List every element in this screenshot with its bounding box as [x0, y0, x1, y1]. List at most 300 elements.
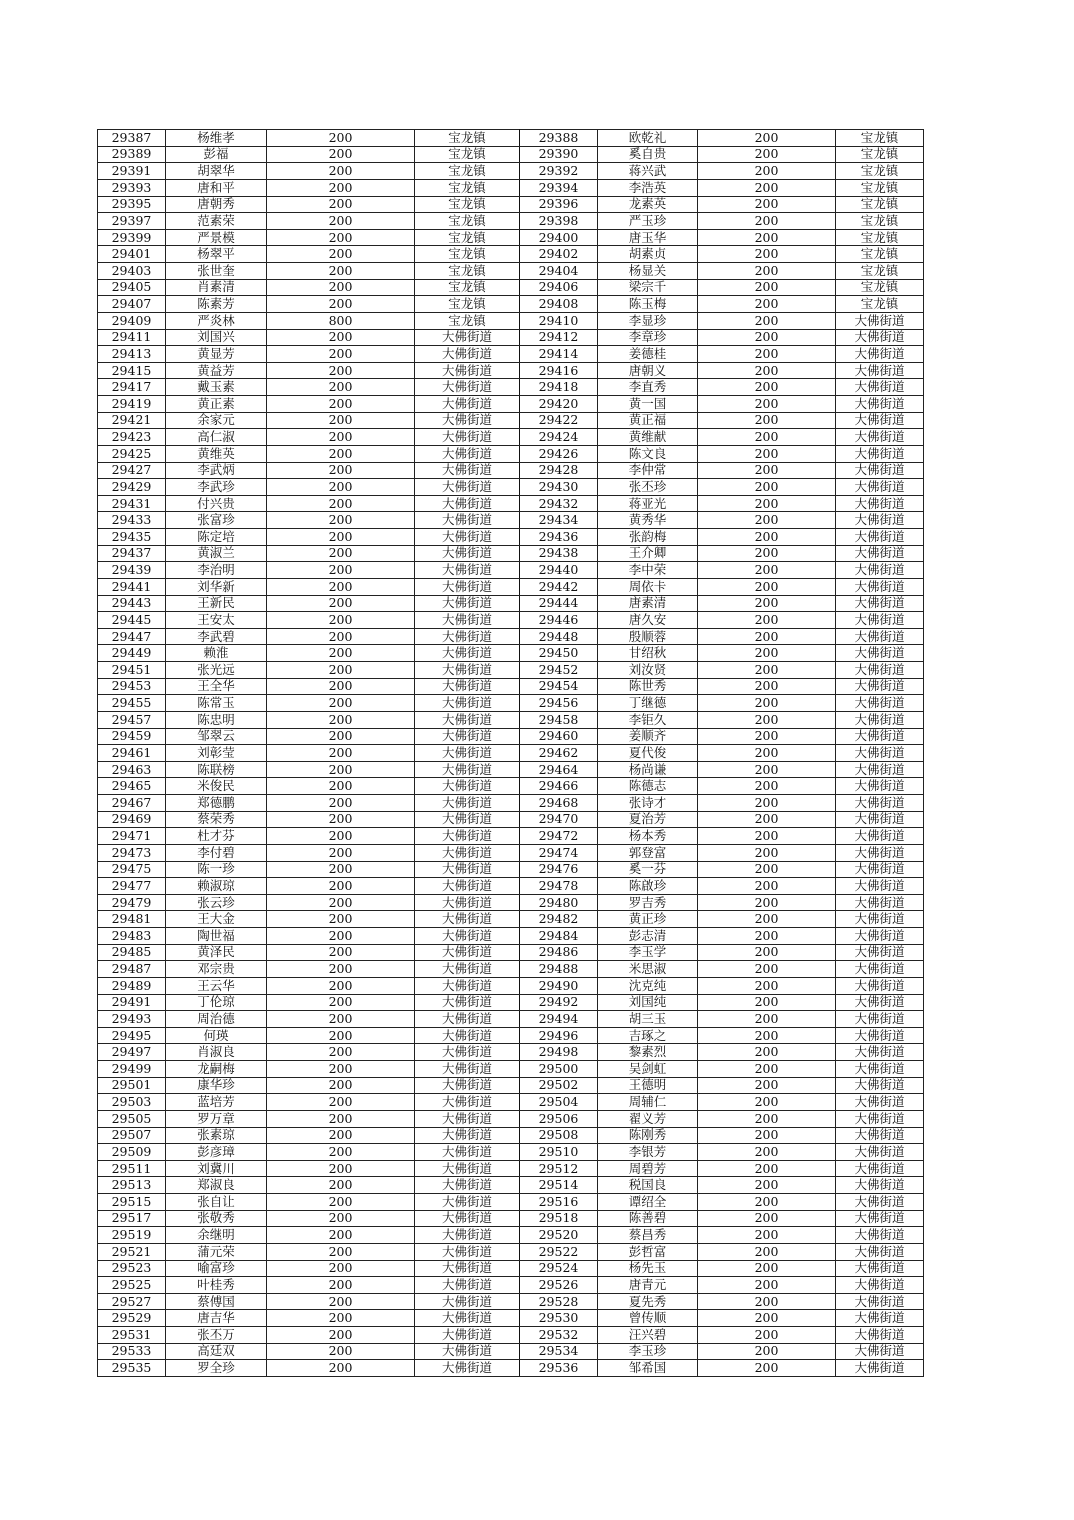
amount-cell: 200: [698, 296, 836, 313]
amount-cell: 200: [698, 1160, 836, 1177]
amount-cell: 200: [267, 761, 415, 778]
table-row: [98, 562, 924, 579]
id-cell: 29530: [520, 1310, 598, 1327]
id-cell: 29458: [520, 711, 598, 728]
name-cell: 欧乾礼: [598, 130, 698, 147]
name-cell: 黎素烈: [598, 1044, 698, 1061]
location-cell: 大佛街道: [836, 512, 924, 529]
table-row: [98, 1310, 924, 1327]
amount-cell: 200: [698, 1343, 836, 1360]
name-cell: 龙素英: [598, 196, 698, 213]
location-cell: 宝龙镇: [415, 196, 520, 213]
location-cell: 大佛街道: [836, 645, 924, 662]
table-row: [98, 412, 924, 429]
amount-cell: 200: [698, 628, 836, 645]
amount-cell: 200: [267, 495, 415, 512]
amount-cell: 200: [267, 695, 415, 712]
name-cell: 刘国兴: [166, 329, 267, 346]
id-cell: 29485: [98, 944, 166, 961]
name-cell: 高仁淑: [166, 429, 267, 446]
name-cell: 刘彰莹: [166, 745, 267, 762]
location-cell: 大佛街道: [415, 329, 520, 346]
amount-cell: 200: [267, 1127, 415, 1144]
name-cell: 唐朝义: [598, 362, 698, 379]
table-row: [98, 146, 924, 163]
table-row: [98, 1094, 924, 1111]
location-cell: 大佛街道: [836, 562, 924, 579]
name-cell: 李银芳: [598, 1144, 698, 1161]
amount-cell: 200: [267, 595, 415, 612]
location-cell: 大佛街道: [415, 1260, 520, 1277]
name-cell: 夏治芳: [598, 811, 698, 828]
name-cell: 杨翠平: [166, 246, 267, 263]
amount-cell: 200: [267, 662, 415, 679]
amount-cell: 200: [267, 578, 415, 595]
name-cell: 彭哲富: [598, 1243, 698, 1260]
name-cell: 陈德志: [598, 778, 698, 795]
id-cell: 29450: [520, 645, 598, 662]
table-row: [98, 130, 924, 147]
id-cell: 29535: [98, 1360, 166, 1377]
id-cell: 29460: [520, 728, 598, 745]
amount-cell: 200: [267, 396, 415, 413]
amount-cell: 200: [698, 130, 836, 147]
location-cell: 大佛街道: [415, 944, 520, 961]
id-cell: 29472: [520, 828, 598, 845]
location-cell: 大佛街道: [836, 711, 924, 728]
amount-cell: 200: [267, 1260, 415, 1277]
table-row: [98, 961, 924, 978]
table-row: [98, 1227, 924, 1244]
id-cell: 29391: [98, 163, 166, 180]
amount-cell: 200: [698, 1144, 836, 1161]
location-cell: 大佛街道: [415, 678, 520, 695]
id-cell: 29474: [520, 844, 598, 861]
location-cell: 大佛街道: [836, 911, 924, 928]
name-cell: 黄正福: [598, 412, 698, 429]
amount-cell: 200: [267, 1327, 415, 1344]
amount-cell: 200: [267, 1011, 415, 1028]
amount-cell: 200: [267, 1144, 415, 1161]
location-cell: 大佛街道: [836, 1094, 924, 1111]
amount-cell: 200: [267, 1094, 415, 1111]
location-cell: 大佛街道: [836, 445, 924, 462]
id-cell: 29453: [98, 678, 166, 695]
id-cell: 29442: [520, 578, 598, 595]
amount-cell: 200: [698, 595, 836, 612]
name-cell: 陈玉梅: [598, 296, 698, 313]
amount-cell: 200: [267, 1077, 415, 1094]
name-cell: 曾传顺: [598, 1310, 698, 1327]
id-cell: 29500: [520, 1061, 598, 1078]
id-cell: 29504: [520, 1094, 598, 1111]
amount-cell: 200: [267, 828, 415, 845]
id-cell: 29427: [98, 462, 166, 479]
name-cell: 王云华: [166, 977, 267, 994]
table-row: [98, 878, 924, 895]
name-cell: 吴剑虹: [598, 1061, 698, 1078]
amount-cell: 200: [267, 179, 415, 196]
location-cell: 大佛街道: [836, 346, 924, 363]
location-cell: 大佛街道: [836, 1210, 924, 1227]
table-row: [98, 1061, 924, 1078]
location-cell: 大佛街道: [415, 878, 520, 895]
name-cell: 郑淑良: [166, 1177, 267, 1194]
table-row: [98, 246, 924, 263]
id-cell: 29393: [98, 179, 166, 196]
amount-cell: 200: [267, 462, 415, 479]
location-cell: 大佛街道: [415, 1044, 520, 1061]
name-cell: 戴玉素: [166, 379, 267, 396]
id-cell: 29451: [98, 662, 166, 679]
location-cell: 大佛街道: [415, 495, 520, 512]
location-cell: 大佛街道: [836, 1277, 924, 1294]
table-row: [98, 1243, 924, 1260]
name-cell: 严炎林: [166, 312, 267, 329]
amount-cell: 200: [698, 1243, 836, 1260]
name-cell: 陈一珍: [166, 861, 267, 878]
amount-cell: 200: [267, 279, 415, 296]
id-cell: 29437: [98, 545, 166, 562]
table-row: [98, 263, 924, 280]
amount-cell: 200: [698, 944, 836, 961]
amount-cell: 200: [698, 179, 836, 196]
name-cell: 肖素清: [166, 279, 267, 296]
id-cell: 29520: [520, 1227, 598, 1244]
id-cell: 29394: [520, 179, 598, 196]
id-cell: 29482: [520, 911, 598, 928]
location-cell: 大佛街道: [836, 977, 924, 994]
amount-cell: 200: [267, 362, 415, 379]
location-cell: 大佛街道: [836, 1310, 924, 1327]
amount-cell: 200: [267, 894, 415, 911]
id-cell: 29413: [98, 346, 166, 363]
id-cell: 29454: [520, 678, 598, 695]
table-row: [98, 1011, 924, 1028]
id-cell: 29420: [520, 396, 598, 413]
name-cell: 唐玉华: [598, 229, 698, 246]
table-row: [98, 1210, 924, 1227]
table-row: [98, 379, 924, 396]
location-cell: 宝龙镇: [415, 263, 520, 280]
location-cell: 宝龙镇: [836, 163, 924, 180]
amount-cell: 200: [267, 911, 415, 928]
id-cell: 29456: [520, 695, 598, 712]
amount-cell: 200: [698, 878, 836, 895]
name-cell: 杜才芬: [166, 828, 267, 845]
table-row: [98, 1027, 924, 1044]
location-cell: 大佛街道: [836, 1044, 924, 1061]
location-cell: 宝龙镇: [415, 130, 520, 147]
amount-cell: 200: [698, 894, 836, 911]
table-row: [98, 196, 924, 213]
location-cell: 大佛街道: [836, 994, 924, 1011]
name-cell: 米俊民: [166, 778, 267, 795]
location-cell: 大佛街道: [415, 1227, 520, 1244]
amount-cell: 200: [267, 1160, 415, 1177]
amount-cell: 200: [698, 961, 836, 978]
location-cell: 大佛街道: [836, 944, 924, 961]
id-cell: 29418: [520, 379, 598, 396]
table-row: [98, 778, 924, 795]
location-cell: 大佛街道: [836, 795, 924, 812]
name-cell: 黄显芳: [166, 346, 267, 363]
table-row: [98, 894, 924, 911]
id-cell: 29395: [98, 196, 166, 213]
location-cell: 大佛街道: [415, 628, 520, 645]
name-cell: 陈善碧: [598, 1210, 698, 1227]
id-cell: 29477: [98, 878, 166, 895]
id-cell: 29494: [520, 1011, 598, 1028]
location-cell: 大佛街道: [415, 462, 520, 479]
id-cell: 29480: [520, 894, 598, 911]
location-cell: 大佛街道: [836, 1243, 924, 1260]
location-cell: 大佛街道: [415, 761, 520, 778]
id-cell: 29419: [98, 396, 166, 413]
location-cell: 宝龙镇: [836, 146, 924, 163]
id-cell: 29448: [520, 628, 598, 645]
amount-cell: 200: [698, 495, 836, 512]
id-cell: 29511: [98, 1160, 166, 1177]
amount-cell: 200: [698, 1011, 836, 1028]
location-cell: 大佛街道: [415, 595, 520, 612]
name-cell: 胡翠华: [166, 163, 267, 180]
amount-cell: 200: [267, 811, 415, 828]
id-cell: 29439: [98, 562, 166, 579]
location-cell: 宝龙镇: [836, 213, 924, 230]
table-row: [98, 1127, 924, 1144]
roster-table: [97, 129, 924, 1377]
id-cell: 29402: [520, 246, 598, 263]
name-cell: 杨维孝: [166, 130, 267, 147]
location-cell: 大佛街道: [415, 844, 520, 861]
name-cell: 李武珍: [166, 479, 267, 496]
name-cell: 刘华新: [166, 578, 267, 595]
id-cell: 29498: [520, 1044, 598, 1061]
table-row: [98, 828, 924, 845]
name-cell: 张富珍: [166, 512, 267, 529]
location-cell: 大佛街道: [415, 396, 520, 413]
amount-cell: 200: [698, 612, 836, 629]
id-cell: 29463: [98, 761, 166, 778]
id-cell: 29416: [520, 362, 598, 379]
id-cell: 29503: [98, 1094, 166, 1111]
location-cell: 大佛街道: [836, 811, 924, 828]
name-cell: 李武碧: [166, 628, 267, 645]
id-cell: 29475: [98, 861, 166, 878]
location-cell: 大佛街道: [836, 678, 924, 695]
name-cell: 李章珍: [598, 329, 698, 346]
amount-cell: 200: [698, 1210, 836, 1227]
location-cell: 大佛街道: [836, 1077, 924, 1094]
amount-cell: 200: [267, 429, 415, 446]
amount-cell: 200: [698, 844, 836, 861]
id-cell: 29431: [98, 495, 166, 512]
amount-cell: 200: [267, 944, 415, 961]
name-cell: 唐吉华: [166, 1310, 267, 1327]
name-cell: 税国良: [598, 1177, 698, 1194]
location-cell: 大佛街道: [415, 911, 520, 928]
id-cell: 29509: [98, 1144, 166, 1161]
name-cell: 李付碧: [166, 844, 267, 861]
amount-cell: 200: [267, 961, 415, 978]
id-cell: 29501: [98, 1077, 166, 1094]
id-cell: 29467: [98, 795, 166, 812]
name-cell: 黄益芳: [166, 362, 267, 379]
id-cell: 29404: [520, 263, 598, 280]
id-cell: 29497: [98, 1044, 166, 1061]
name-cell: 陈联榜: [166, 761, 267, 778]
amount-cell: 200: [698, 745, 836, 762]
amount-cell: 200: [698, 977, 836, 994]
location-cell: 大佛街道: [415, 828, 520, 845]
name-cell: 王全华: [166, 678, 267, 695]
name-cell: 喻富珍: [166, 1260, 267, 1277]
name-cell: 米思淑: [598, 961, 698, 978]
location-cell: 大佛街道: [415, 445, 520, 462]
name-cell: 杨显关: [598, 263, 698, 280]
name-cell: 夏先秀: [598, 1293, 698, 1310]
amount-cell: 200: [267, 645, 415, 662]
name-cell: 余继明: [166, 1227, 267, 1244]
name-cell: 赖淮: [166, 645, 267, 662]
id-cell: 29424: [520, 429, 598, 446]
table-row: [98, 545, 924, 562]
amount-cell: 200: [698, 695, 836, 712]
id-cell: 29459: [98, 728, 166, 745]
name-cell: 胡三玉: [598, 1011, 698, 1028]
amount-cell: 200: [267, 229, 415, 246]
id-cell: 29534: [520, 1343, 598, 1360]
id-cell: 29505: [98, 1110, 166, 1127]
id-cell: 29507: [98, 1127, 166, 1144]
amount-cell: 200: [267, 728, 415, 745]
amount-cell: 200: [698, 562, 836, 579]
name-cell: 谭绍全: [598, 1194, 698, 1211]
location-cell: 宝龙镇: [415, 179, 520, 196]
name-cell: 叶桂秀: [166, 1277, 267, 1294]
table-row: [98, 1077, 924, 1094]
id-cell: 29464: [520, 761, 598, 778]
roster-body: [98, 130, 924, 1377]
id-cell: 29438: [520, 545, 598, 562]
location-cell: 大佛街道: [415, 695, 520, 712]
location-cell: 大佛街道: [836, 662, 924, 679]
id-cell: 29519: [98, 1227, 166, 1244]
location-cell: 大佛街道: [415, 578, 520, 595]
location-cell: 大佛街道: [415, 512, 520, 529]
amount-cell: 200: [267, 861, 415, 878]
location-cell: 大佛街道: [836, 595, 924, 612]
amount-cell: 200: [267, 1343, 415, 1360]
table-row: [98, 1343, 924, 1360]
amount-cell: 200: [698, 811, 836, 828]
table-row: [98, 678, 924, 695]
id-cell: 29510: [520, 1144, 598, 1161]
name-cell: 高廷双: [166, 1343, 267, 1360]
location-cell: 大佛街道: [836, 429, 924, 446]
id-cell: 29533: [98, 1343, 166, 1360]
table-row: [98, 529, 924, 546]
location-cell: 大佛街道: [415, 529, 520, 546]
amount-cell: 200: [267, 412, 415, 429]
location-cell: 大佛街道: [836, 1144, 924, 1161]
amount-cell: 200: [267, 146, 415, 163]
location-cell: 大佛街道: [415, 778, 520, 795]
location-cell: 大佛街道: [415, 662, 520, 679]
location-cell: 大佛街道: [836, 412, 924, 429]
id-cell: 29428: [520, 462, 598, 479]
table-row: [98, 329, 924, 346]
name-cell: 翟义芳: [598, 1110, 698, 1127]
amount-cell: 200: [267, 977, 415, 994]
amount-cell: 200: [267, 745, 415, 762]
name-cell: 王德明: [598, 1077, 698, 1094]
location-cell: 大佛街道: [415, 1243, 520, 1260]
id-cell: 29516: [520, 1194, 598, 1211]
id-cell: 29412: [520, 329, 598, 346]
location-cell: 大佛街道: [836, 628, 924, 645]
location-cell: 大佛街道: [415, 1077, 520, 1094]
table-row: [98, 1044, 924, 1061]
id-cell: 29411: [98, 329, 166, 346]
amount-cell: 200: [698, 828, 836, 845]
id-cell: 29401: [98, 246, 166, 263]
amount-cell: 200: [267, 1061, 415, 1078]
location-cell: 宝龙镇: [836, 296, 924, 313]
location-cell: 大佛街道: [415, 994, 520, 1011]
table-row: [98, 711, 924, 728]
id-cell: 29398: [520, 213, 598, 230]
id-cell: 29514: [520, 1177, 598, 1194]
name-cell: 唐久安: [598, 612, 698, 629]
location-cell: 大佛街道: [836, 878, 924, 895]
id-cell: 29489: [98, 977, 166, 994]
name-cell: 余家元: [166, 412, 267, 429]
location-cell: 大佛街道: [836, 1194, 924, 1211]
amount-cell: 200: [267, 479, 415, 496]
location-cell: 大佛街道: [415, 1293, 520, 1310]
table-row: [98, 1277, 924, 1294]
location-cell: 大佛街道: [836, 479, 924, 496]
table-row: [98, 179, 924, 196]
name-cell: 张云珍: [166, 894, 267, 911]
amount-cell: 200: [698, 1327, 836, 1344]
location-cell: 大佛街道: [836, 761, 924, 778]
amount-cell: 800: [267, 312, 415, 329]
location-cell: 宝龙镇: [415, 296, 520, 313]
location-cell: 大佛街道: [415, 1210, 520, 1227]
name-cell: 彭福: [166, 146, 267, 163]
name-cell: 陈忠明: [166, 711, 267, 728]
table-row: [98, 695, 924, 712]
amount-cell: 200: [267, 296, 415, 313]
amount-cell: 200: [698, 1310, 836, 1327]
location-cell: 大佛街道: [836, 1293, 924, 1310]
amount-cell: 200: [698, 1044, 836, 1061]
id-cell: 29388: [520, 130, 598, 147]
name-cell: 黄秀华: [598, 512, 698, 529]
amount-cell: 200: [698, 263, 836, 280]
name-cell: 李武炳: [166, 462, 267, 479]
location-cell: 大佛街道: [836, 1061, 924, 1078]
id-cell: 29518: [520, 1210, 598, 1227]
location-cell: 宝龙镇: [836, 246, 924, 263]
amount-cell: 200: [698, 778, 836, 795]
location-cell: 大佛街道: [836, 578, 924, 595]
table-row: [98, 279, 924, 296]
id-cell: 29496: [520, 1027, 598, 1044]
